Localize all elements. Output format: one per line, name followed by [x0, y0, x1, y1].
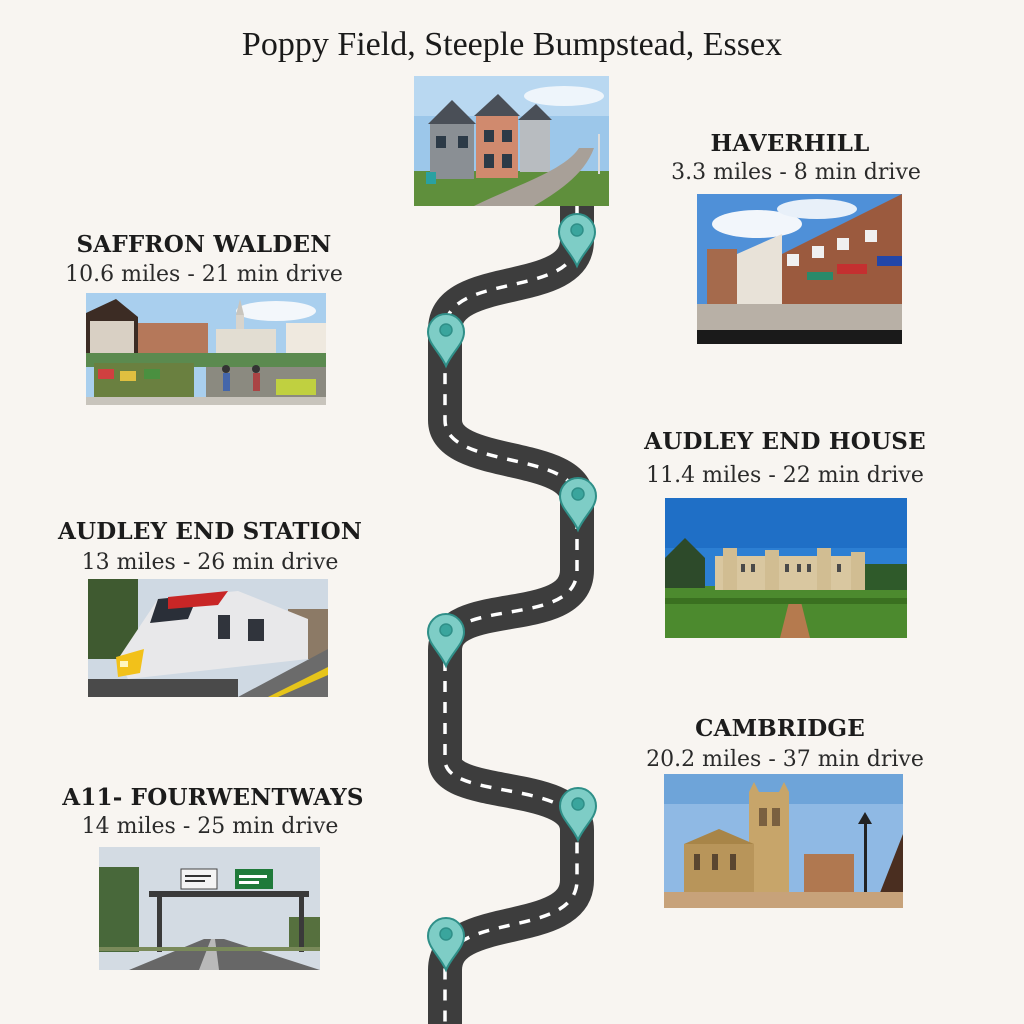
destination-name: CAMBRIDGE — [695, 715, 865, 742]
audley-end-house-photo — [665, 498, 907, 638]
audley-end-train-photo — [88, 579, 328, 697]
destination-distance: 14 miles - 25 min drive — [81, 814, 339, 839]
destination-distance: 20.2 miles - 37 min drive — [646, 747, 924, 772]
destination-distance: 11.4 miles - 22 min drive — [646, 463, 924, 488]
destination-name: SAFFRON WALDEN — [76, 231, 332, 258]
destination-name: AUDLEY END STATION — [58, 518, 363, 545]
saffron-walden-market-photo — [86, 293, 326, 405]
page-title: Poppy Field, Steeple Bumpstead, Essex — [241, 26, 783, 63]
road-path — [445, 205, 577, 1024]
destination-distance: 3.3 miles - 8 min drive — [671, 160, 921, 185]
haverhill-high-street-photo — [697, 194, 902, 344]
cambridge-church-photo — [664, 774, 903, 908]
destination-name: A11- FOURWENTWAYS — [62, 784, 364, 811]
poppy-field-houses-photo — [414, 76, 609, 206]
destination-distance: 10.6 miles - 21 min drive — [65, 262, 343, 287]
destination-name: HAVERHILL — [710, 130, 870, 157]
destination-name: AUDLEY END HOUSE — [644, 428, 926, 455]
a11-motorway-photo — [99, 847, 320, 970]
destination-distance: 13 miles - 26 min drive — [81, 550, 339, 575]
